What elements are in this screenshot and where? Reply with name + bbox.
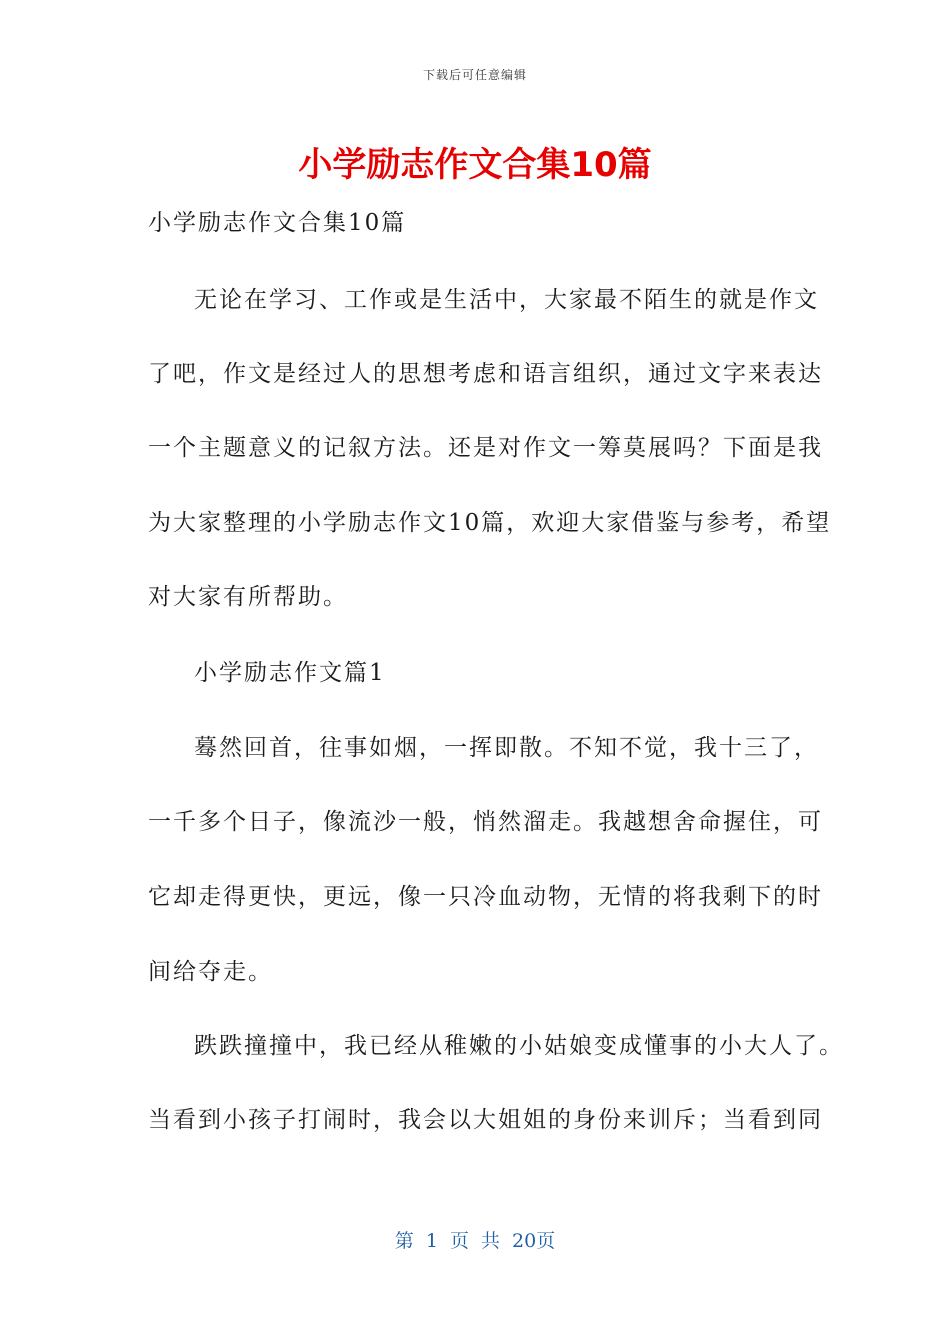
paragraph1-line-2: 一千多个日子，像流沙一般，悄然溜走。我越想舍命握住，可 xyxy=(148,809,823,835)
document-title: 小学励志作文合集10篇 xyxy=(298,145,652,185)
paragraph1-line-1: 蓦然回首，往事如烟，一挥即散。不知不觉，我十三了， xyxy=(194,735,819,761)
document-subtitle: 小学励志作文合集10篇 xyxy=(148,210,407,236)
page-number-footer: 第 1 页 共 20页 xyxy=(394,1230,556,1252)
header-note: 下载后可任意编辑 xyxy=(422,68,527,82)
intro-line-2: 了吧，作文是经过人的思想考虑和语言组织，通过文字来表达 xyxy=(148,361,823,387)
intro-line-3: 一个主题意义的记叙方法。还是对作文一筹莫展吗？下面是我 xyxy=(148,435,823,461)
paragraph1-line-4: 间给夺走。 xyxy=(148,959,273,985)
paragraph2-line-1: 跌跌撞撞中，我已经从稚嫩的小姑娘变成懂事的小大人了。 xyxy=(194,1033,844,1059)
intro-line-1: 无论在学习、工作或是生活中，大家最不陌生的就是作文 xyxy=(194,287,819,313)
paragraph1-line-3: 它却走得更快，更远，像一只冷血动物，无情的将我剩下的时 xyxy=(148,884,823,910)
intro-line-5: 对大家有所帮助。 xyxy=(148,584,348,610)
section-heading: 小学励志作文篇1 xyxy=(194,660,386,686)
paragraph2-line-2: 当看到小孩子打闹时，我会以大姐姐的身份来训斥；当看到同 xyxy=(148,1107,823,1133)
intro-line-4: 为大家整理的小学励志作文10篇，欢迎大家借鉴与参考，希望 xyxy=(148,510,832,536)
